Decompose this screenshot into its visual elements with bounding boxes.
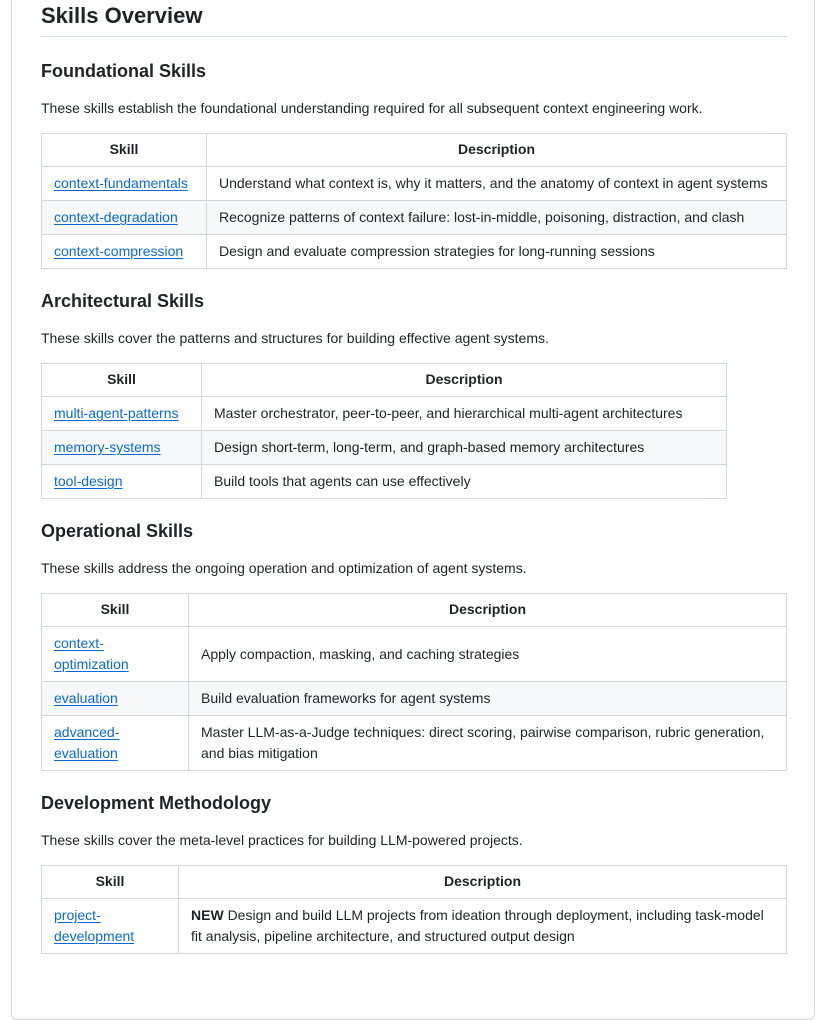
- description-cell: Apply compaction, masking, and caching strategies: [189, 627, 787, 682]
- description-cell: Understand what context is, why it matters, and the anatomy of context in agent systems: [207, 167, 787, 201]
- section-operational-skills: [41, 519, 787, 771]
- table-row: [42, 431, 727, 465]
- readme-content: [41, 0, 787, 954]
- section-foundational-skills: [41, 59, 787, 269]
- skill-link-context-degradation[interactable]: context-degradation: [54, 209, 178, 225]
- table-row: [42, 682, 787, 716]
- section-architectural-skills: [41, 289, 787, 499]
- section-development-methodology: [41, 791, 787, 954]
- description-column-header: Description: [179, 866, 787, 899]
- table-row: [42, 716, 787, 771]
- table-header-row: [42, 134, 787, 167]
- skill-cell: [42, 167, 207, 201]
- skill-column-header: Skill: [42, 594, 189, 627]
- table-row: [42, 627, 787, 682]
- description-cell: Recognize patterns of context failure: lost-in-middle, poisoning, distraction, and clash: [207, 201, 787, 235]
- skill-cell: [42, 397, 202, 431]
- skill-link-context-fundamentals[interactable]: context-fundamentals: [54, 175, 188, 191]
- skill-link-advanced-evaluation[interactable]: advanced-evaluation: [54, 724, 120, 761]
- skills-table: [41, 593, 787, 771]
- table-row: [42, 167, 787, 201]
- skill-link-project-development[interactable]: project-development: [54, 907, 135, 944]
- description-column-header: Description: [189, 594, 787, 627]
- section-title: Architectural Skills: [41, 291, 205, 311]
- skill-cell: [42, 899, 179, 954]
- skill-column-header: Skill: [42, 364, 202, 397]
- table-row: [42, 465, 727, 499]
- section-description: These skills cover the patterns and structures for building effective agent systems.: [41, 330, 549, 346]
- skills-table: [41, 363, 727, 499]
- section-title: Foundational Skills: [41, 61, 207, 81]
- section-description: These skills establish the foundational understanding required for all subsequent context engineering work.: [41, 100, 703, 116]
- description-text: Design and build LLM projects from ideation through deployment, including task-model fit analysis, pipeline architecture, and structured output design: [191, 907, 764, 944]
- new-badge: NEW: [191, 907, 224, 923]
- description-cell: Design short-term, long-term, and graph-based memory architectures: [202, 431, 727, 465]
- section-title: Operational Skills: [41, 521, 194, 541]
- table-header-row: [42, 866, 787, 899]
- skills-table: [41, 865, 787, 954]
- description-cell: [179, 899, 787, 954]
- skill-cell: [42, 682, 189, 716]
- skill-cell: [42, 465, 202, 499]
- skill-cell: [42, 235, 207, 269]
- table-row: [42, 201, 787, 235]
- description-cell: Design and evaluate compression strategies for long-running sessions: [207, 235, 787, 269]
- skill-link-memory-systems[interactable]: memory-systems: [54, 439, 161, 455]
- table-header-row: [42, 594, 787, 627]
- skill-cell: [42, 431, 202, 465]
- section-description: These skills address the ongoing operation and optimization of agent systems.: [41, 560, 527, 576]
- table-row: [42, 397, 727, 431]
- section-description: These skills cover the meta-level practices for building LLM-powered projects.: [41, 832, 523, 848]
- table-header-row: [42, 364, 727, 397]
- skill-link-multi-agent-patterns[interactable]: multi-agent-patterns: [54, 405, 179, 421]
- skill-link-evaluation[interactable]: evaluation: [54, 690, 118, 706]
- table-row: [42, 235, 787, 269]
- skill-column-header: Skill: [42, 134, 207, 167]
- table-row: [42, 899, 787, 954]
- description-cell: Master orchestrator, peer-to-peer, and hierarchical multi-agent architectures: [202, 397, 727, 431]
- skill-link-tool-design[interactable]: tool-design: [54, 473, 123, 489]
- description-cell: Build tools that agents can use effectively: [202, 465, 727, 499]
- skill-cell: [42, 627, 189, 682]
- description-column-header: Description: [207, 134, 787, 167]
- skill-column-header: Skill: [42, 866, 179, 899]
- skill-cell: [42, 716, 189, 771]
- skill-link-context-optimization[interactable]: context-optimization: [54, 635, 129, 672]
- description-column-header: Description: [202, 364, 727, 397]
- description-cell: Master LLM-as-a-Judge techniques: direct scoring, pairwise comparison, rubric generation, and bias mitigation: [189, 716, 787, 771]
- skill-cell: [42, 201, 207, 235]
- section-title: Development Methodology: [41, 793, 272, 813]
- skill-link-context-compression[interactable]: context-compression: [54, 243, 184, 259]
- page-title: Skills Overview: [41, 2, 787, 37]
- skills-table: [41, 133, 787, 269]
- description-cell: Build evaluation frameworks for agent systems: [189, 682, 787, 716]
